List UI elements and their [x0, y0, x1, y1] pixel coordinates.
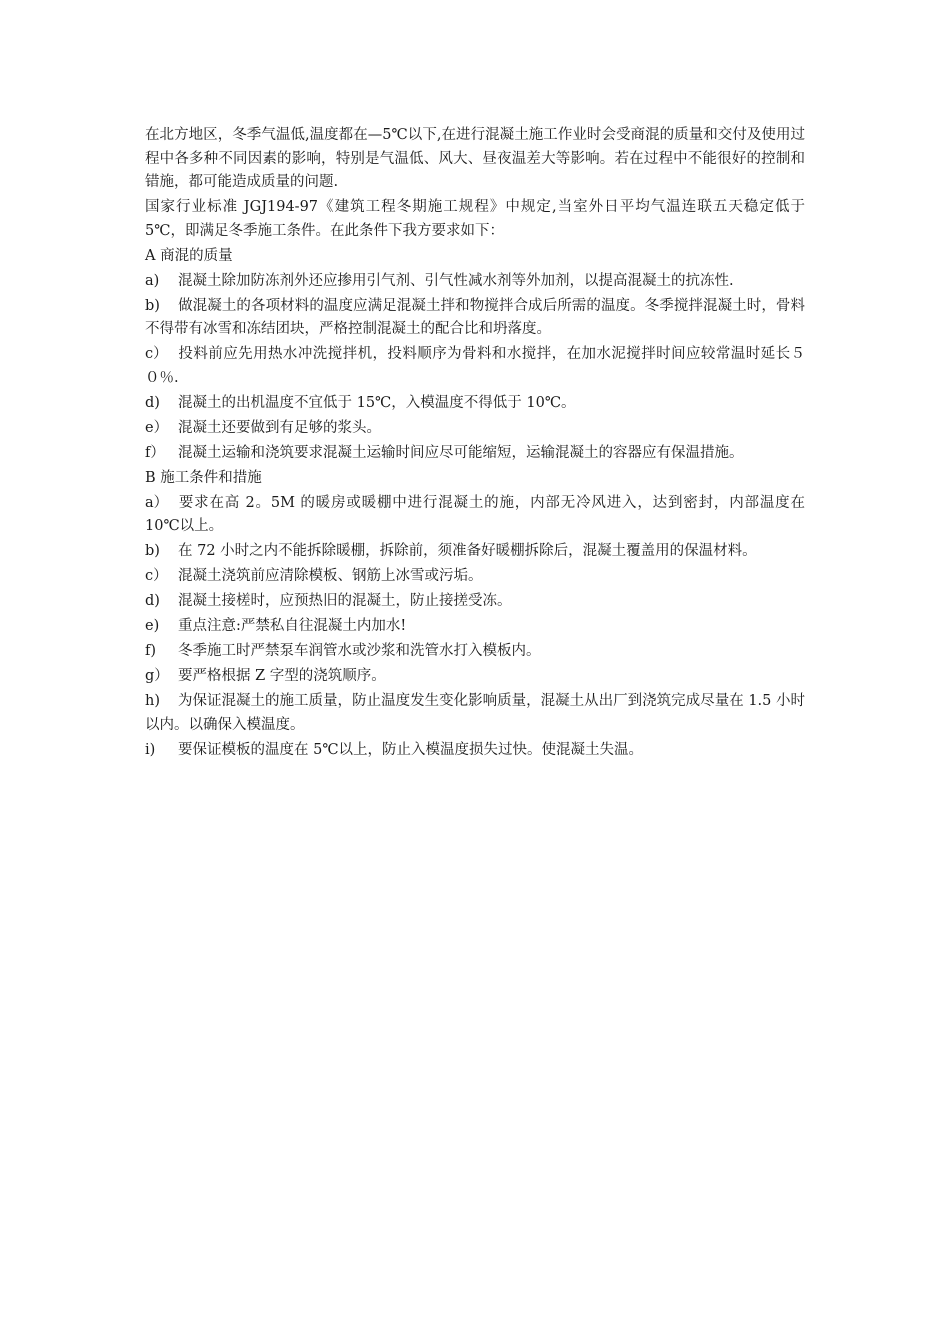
item-marker: c）: [145, 346, 168, 362]
intro-paragraph-2: 国家行业标准 JGJ194-97《建筑工程冬期施工规程》中规定,当室外日平均气温连联五天稳定低于 5℃，即满足冬季施工条件。在此条件下我方要求如下：: [145, 199, 805, 239]
intro-paragraph-1: 在北方地区，冬季气温低,温度都在—5℃以下,在进行混凝土施工作业时会受商混的质量和交付及使用过程中各多种不同因素的影响，特别是气温低、风大、昼夜温差大等影响。若在过程中不能很好的控制和错施，都可能造成质量的问题.: [145, 127, 805, 190]
item-text: 重点注意:严禁私自往混凝土内加水!: [178, 618, 407, 634]
item-marker: i): [145, 741, 156, 758]
item-text: 混凝土运输和浇筑要求混凝土运输时间应尽可能缩短，运输混凝土的容器应有保温措施。: [178, 444, 744, 461]
list-item: [145, 270, 805, 294]
list-item: [145, 615, 805, 639]
item-marker: f）: [145, 444, 165, 461]
item-text: 在 72 小时之内不能拆除暖棚，拆除前，须准备好暖棚拆除后，混凝土覆盖用的保温材料。: [178, 543, 757, 559]
item-marker: a）: [145, 494, 169, 511]
item-text: 混凝土接槎时，应预热旧的混凝土，防止接搓受冻。: [178, 593, 512, 609]
list-item: [145, 295, 805, 342]
item-marker: f): [145, 643, 157, 659]
item-text: 要保证模板的温度在 5℃以上，防止入模温度损失过快。使混凝土失温。: [178, 741, 644, 758]
item-text: 混凝土的出机温度不宜低于 15℃，入模温度不得低于 10℃。: [178, 394, 576, 411]
section-a-heading: A 商混的质量: [145, 247, 233, 264]
item-marker: d): [145, 394, 160, 411]
item-marker: b): [145, 297, 160, 314]
list-item: [145, 392, 805, 416]
list-item: [145, 565, 805, 589]
list-item: [145, 739, 805, 763]
item-text: 做混凝土的各项材料的温度应满足混凝土拌和物搅拌合成后所需的温度。冬季搅拌混凝土时，骨料不得带有冰雪和冻结团块，严格控制混凝土的配合比和坍落度。: [145, 297, 805, 337]
list-item: [145, 417, 805, 441]
list-item: [145, 590, 805, 614]
section-b-heading: B 施工条件和措施: [145, 469, 262, 486]
item-marker: b): [145, 543, 160, 559]
item-marker: a): [145, 272, 160, 289]
item-text: 混凝土浇筑前应清除模板、钢筋上冰雪或污垢。: [178, 568, 483, 584]
item-text: 混凝土除加防冻剂外还应掺用引气剂、引气性减水剂等外加剂，以提高混凝土的抗冻性.: [178, 272, 734, 289]
list-item: [145, 690, 805, 737]
list-item: [145, 343, 805, 390]
item-marker: c）: [145, 568, 168, 584]
item-text: 要求在高 2。5M 的暖房或暖棚中进行混凝土的施，内部无冷风进入，达到密封，内部温度在 10℃以上。: [145, 494, 805, 534]
item-text: 为保证混凝土的施工质量，防止温度发生变化影响质量，混凝土从出厂到浇筑完成尽量在 1.5 小时以内。以确保入模温度。: [145, 693, 805, 733]
list-item: [145, 640, 805, 664]
item-marker: e): [145, 618, 160, 634]
list-item: [145, 665, 805, 689]
item-text: 投料前应先用热水冲洗搅拌机，投料顺序为骨料和水搅拌，在加水泥搅拌时间应较常温时延长５０％.: [145, 346, 805, 386]
item-marker: g）: [145, 668, 169, 684]
item-text: 混凝土还要做到有足够的浆头。: [178, 419, 381, 436]
item-marker: d): [145, 593, 160, 609]
item-marker: h): [145, 693, 160, 709]
document-body: [145, 124, 805, 764]
list-item: [145, 442, 805, 466]
item-text: 冬季施工时严禁泵车润管水或沙浆和洗管水打入模板内。: [178, 643, 541, 659]
item-marker: e）: [145, 419, 169, 436]
item-text: 要严格根据 Z 字型的浇筑顺序。: [178, 668, 386, 684]
list-item: [145, 540, 805, 564]
list-item: [145, 492, 805, 539]
